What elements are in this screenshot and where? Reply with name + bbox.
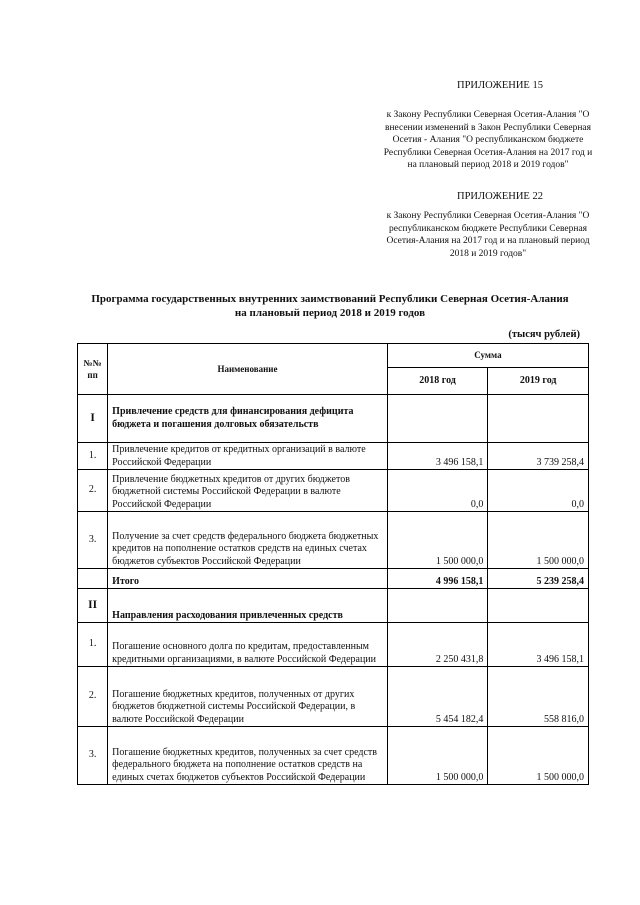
header-sum: Сумма — [387, 344, 588, 368]
row-number: 3. — [78, 512, 108, 569]
row-name: Итого — [108, 569, 388, 589]
table-row — [78, 589, 589, 623]
appendix-22-label: ПРИЛОЖЕНИЕ 22 — [457, 191, 543, 202]
table-row — [78, 727, 589, 785]
row-value-2019: 1 500 000,0 — [488, 512, 589, 569]
appendix-22-title — [440, 191, 560, 204]
appendix-22-text: к Закону Республики Северная Осетия-Алания "О республиканском бюджете Республики Северная Осетия-Алания на 2017 год и на плановый период 2018 и 2019 годов" — [386, 211, 590, 259]
table-row — [78, 395, 589, 443]
row-value-2019: 0,0 — [488, 470, 589, 512]
appendix-15-title — [440, 80, 560, 93]
table-row-total — [78, 569, 589, 589]
table-row — [78, 623, 589, 667]
row-number: II — [78, 589, 108, 623]
row-value-2019: 5 239 258,4 — [488, 569, 589, 589]
row-value-2018: 3 496 158,1 — [387, 443, 488, 470]
row-number: 2. — [78, 667, 108, 727]
row-name: Погашение основного долга по кредитам, предоставленным кредитными организациями, в валюте Российской Федерации — [108, 623, 388, 667]
row-value-2018: 1 500 000,0 — [387, 727, 488, 785]
document-title-line-1: Программа государственных внутренних заимствований Республики Северная Осетия-Алания — [91, 293, 569, 305]
row-value-2018 — [387, 589, 488, 623]
row-number: I — [78, 395, 108, 443]
row-name: Привлечение средств для финансирования дефицита бюджета и погашения долговых обязательств — [108, 395, 388, 443]
header-name: Наименование — [108, 344, 388, 395]
table-row — [78, 470, 589, 512]
row-value-2019 — [488, 589, 589, 623]
header-year-2018: 2018 год — [387, 368, 488, 395]
row-value-2019: 1 500 000,0 — [488, 727, 589, 785]
row-value-2019: 3 739 258,4 — [488, 443, 589, 470]
row-number: 3. — [78, 727, 108, 785]
table-row — [78, 667, 589, 727]
row-value-2018: 4 996 158,1 — [387, 569, 488, 589]
row-name: Привлечение бюджетных кредитов от других бюджетов бюджетной системы Российской Федерации в валюте Российской Федерации — [108, 470, 388, 512]
row-value-2018 — [387, 395, 488, 443]
row-value-2019 — [488, 395, 589, 443]
header-year-2019: 2019 год — [488, 368, 589, 395]
row-number: 1. — [78, 623, 108, 667]
row-number — [78, 569, 108, 589]
row-name: Привлечение кредитов от кредитных организаций в валюте Российской Федерации — [108, 443, 388, 470]
row-name: Погашение бюджетных кредитов, полученных за счет средств федерального бюджета на пополнение остатков средств на единых счетах бюджетов субъектов Российской Федерации — [108, 727, 388, 785]
row-value-2018: 2 250 431,8 — [387, 623, 488, 667]
borrowing-program-table — [77, 343, 589, 785]
document-title-line-2: на плановый период 2018 и 2019 годов — [234, 307, 426, 319]
table-row — [78, 512, 589, 569]
row-number: 1. — [78, 443, 108, 470]
unit-label: (тысяч рублей) — [508, 329, 580, 340]
row-value-2019: 558 816,0 — [488, 667, 589, 727]
row-number: 2. — [78, 470, 108, 512]
row-value-2018: 0,0 — [387, 470, 488, 512]
row-value-2018: 1 500 000,0 — [387, 512, 488, 569]
header-number: №№ пп — [78, 344, 108, 395]
row-value-2019: 3 496 158,1 — [488, 623, 589, 667]
row-name: Погашение бюджетных кредитов, полученных от других бюджетов бюджетной системы Российской Федерации, в валюте Российской Федерации — [108, 667, 388, 727]
document-title — [60, 292, 600, 320]
row-value-2018: 5 454 182,4 — [387, 667, 488, 727]
appendix-15-label: ПРИЛОЖЕНИЕ 15 — [457, 80, 543, 91]
row-name: Направления расходования привлеченных средств — [108, 589, 388, 623]
row-name: Получение за счет средств федерального бюджета бюджетных кредитов на пополнение остатков средств на единых счетах бюджетов субъектов Российской Федерации — [108, 512, 388, 569]
table-row — [78, 443, 589, 470]
appendix-15-text: к Закону Республики Северная Осетия-Алания "О внесении изменений в Закон Республики Северная Осетия - Алания "О республиканском бюджете Республики Северная Осетия-Алания на 2017 год и на плановый период 2018 и 2019 годов" — [383, 110, 593, 170]
